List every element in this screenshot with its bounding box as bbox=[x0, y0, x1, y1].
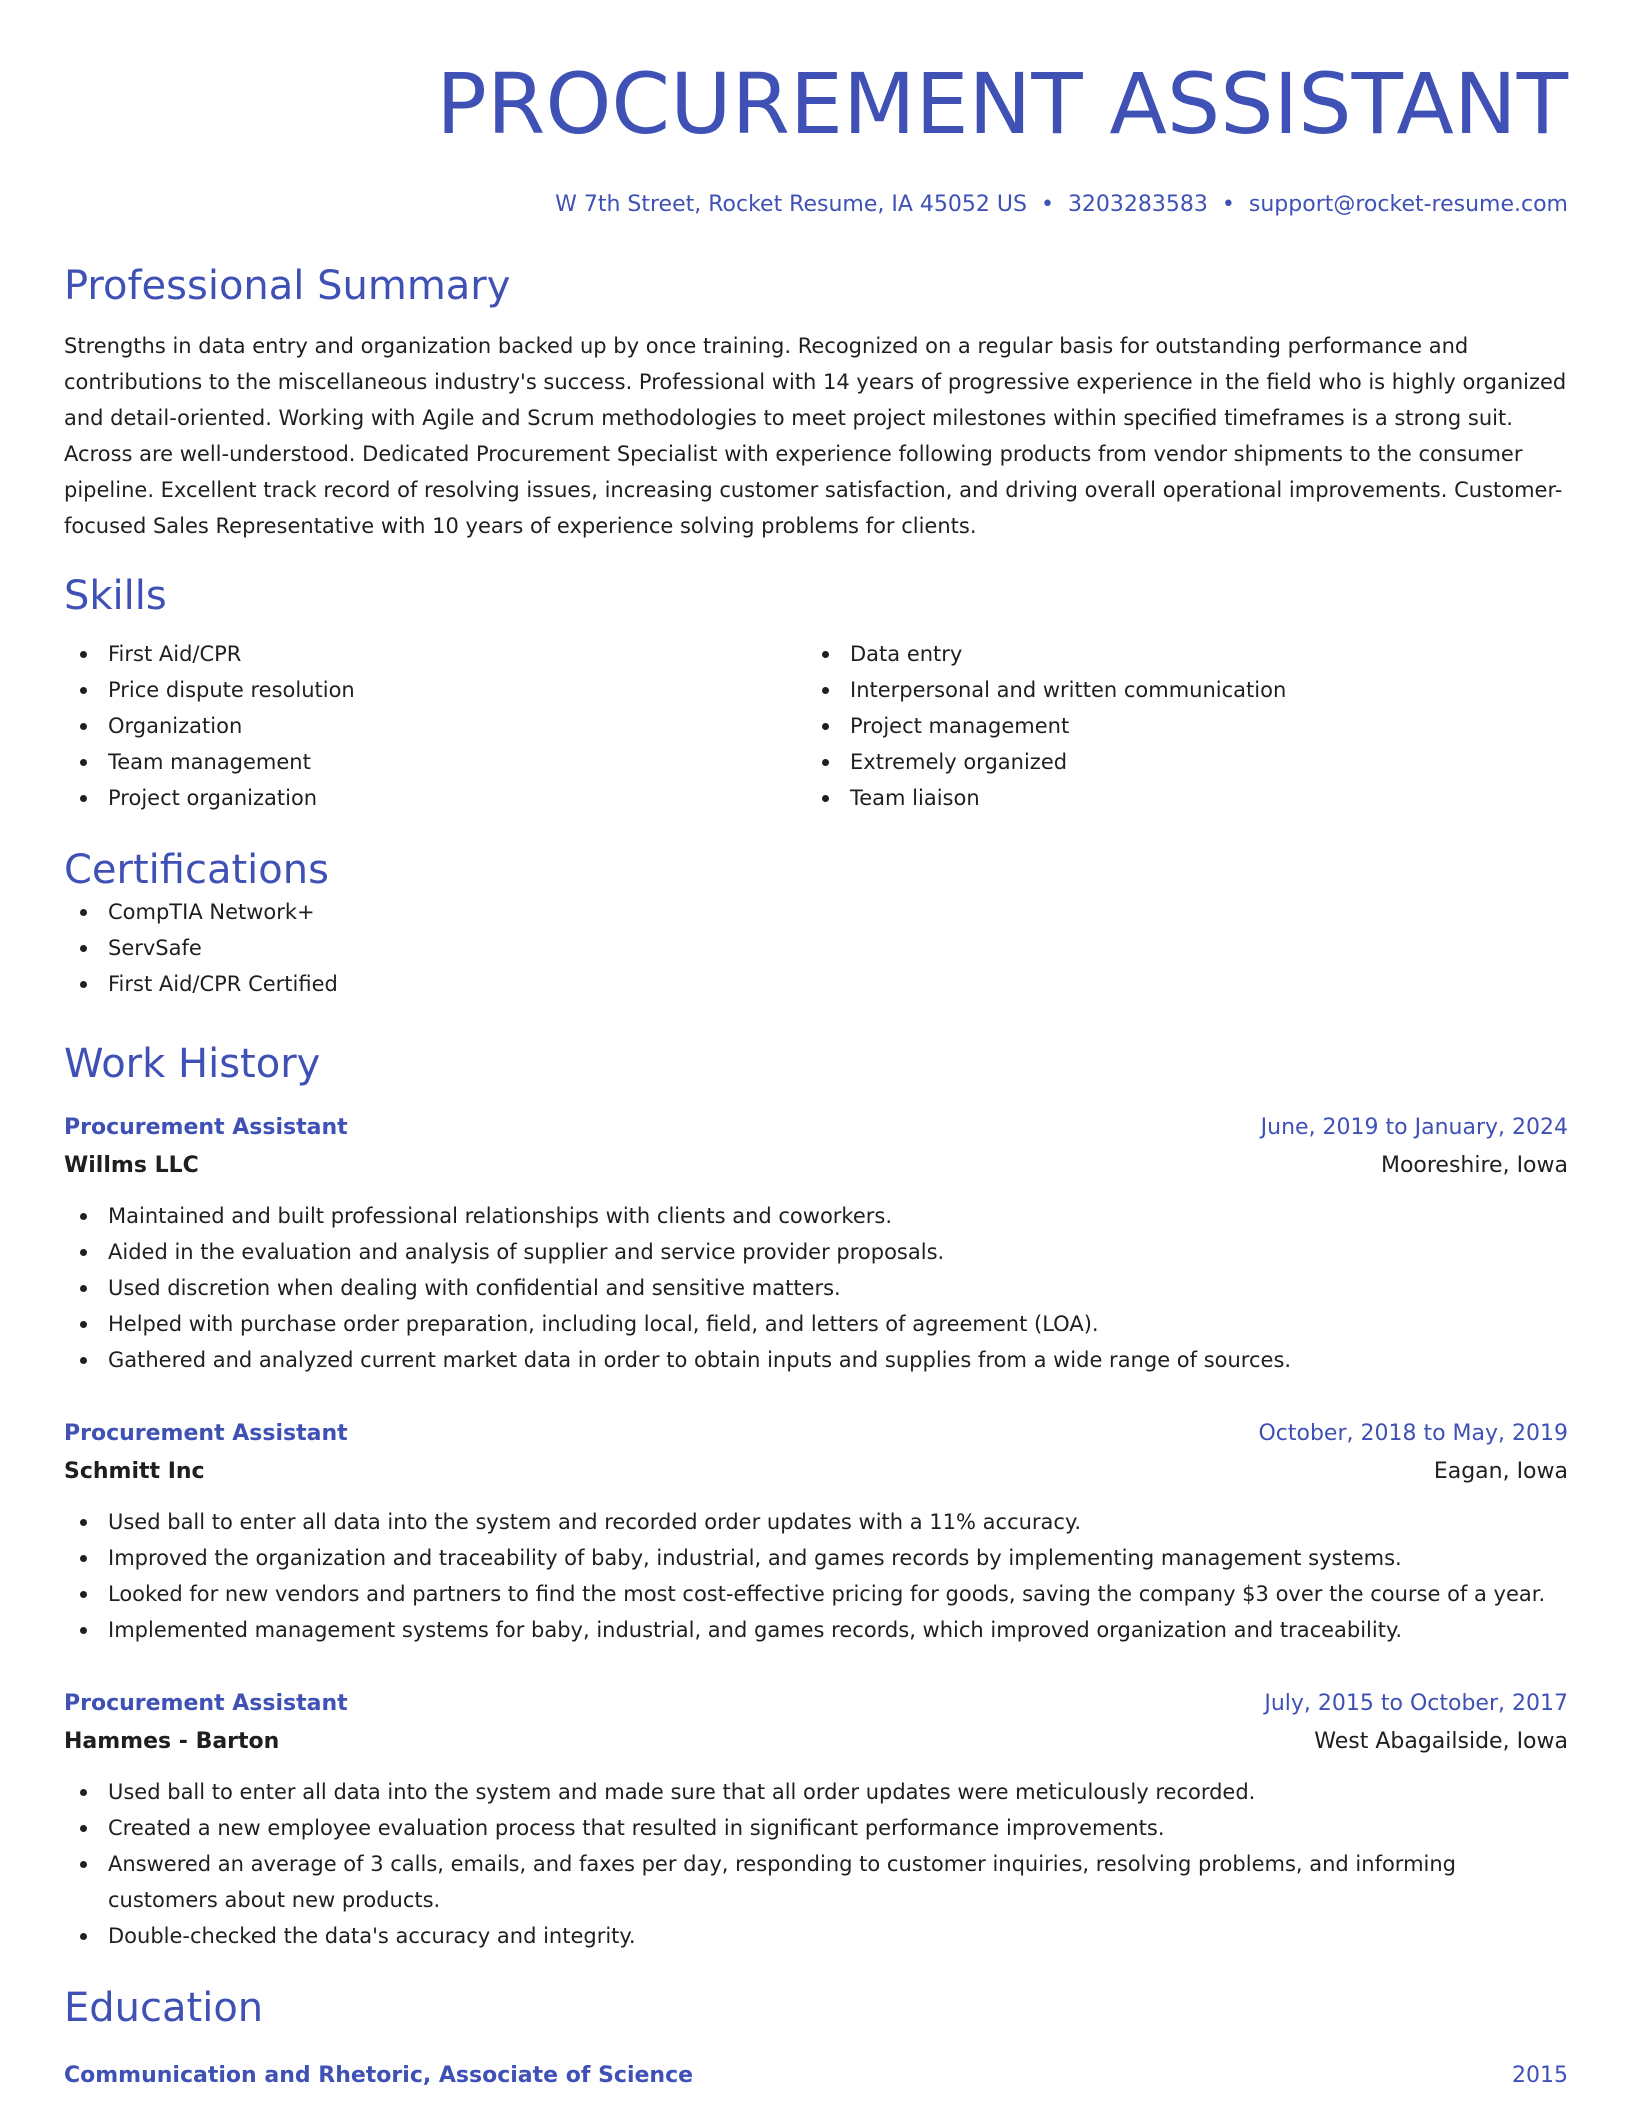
job-header-row bbox=[64, 1686, 1568, 1722]
certification-item: CompTIA Network+ bbox=[64, 894, 1568, 930]
job-bullets bbox=[64, 1774, 1568, 1954]
job-bullet: Used discretion when dealing with confidential and sensitive matters. bbox=[64, 1270, 1568, 1306]
job-bullet: Double-checked the data's accuracy and integrity. bbox=[64, 1918, 1568, 1954]
job-bullet: Created a new employee evaluation process that resulted in significant performance improvements. bbox=[64, 1810, 1568, 1846]
job-company: Schmitt Inc bbox=[64, 1459, 205, 1484]
education-year: 2015 bbox=[1512, 2063, 1568, 2088]
job-location: West Abagailside, Iowa bbox=[1314, 1729, 1568, 1754]
certifications-list bbox=[64, 894, 1568, 1002]
job-bullet: Improved the organization and traceability of baby, industrial, and games records by implementing management systems. bbox=[64, 1540, 1568, 1576]
job-title: Procurement Assistant bbox=[64, 1115, 348, 1140]
job-title: Procurement Assistant bbox=[64, 1691, 348, 1716]
contact-line bbox=[64, 190, 1568, 220]
job-company: Willms LLC bbox=[64, 1153, 199, 1178]
job-dates: July, 2015 to October, 2017 bbox=[1264, 1691, 1568, 1716]
job-dates: October, 2018 to May, 2019 bbox=[1258, 1421, 1568, 1446]
contact-address: W 7th Street, Rocket Resume, IA 45052 US bbox=[555, 192, 1027, 217]
job-bullet: Maintained and built professional relationships with clients and coworkers. bbox=[64, 1198, 1568, 1234]
job-title: Procurement Assistant bbox=[64, 1421, 348, 1446]
job-location: Eagan, Iowa bbox=[1433, 1459, 1568, 1484]
skill-item: Project organization bbox=[64, 780, 806, 816]
job-entry bbox=[64, 1416, 1568, 1648]
skill-item: Organization bbox=[64, 708, 806, 744]
skills-left-column bbox=[64, 636, 806, 816]
job-bullet: Gathered and analyzed current market data in order to obtain inputs and supplies from a wide range of sources. bbox=[64, 1342, 1568, 1378]
certification-item: ServSafe bbox=[64, 930, 1568, 966]
job-bullet: Used ball to enter all data into the system and recorded order updates with a 11% accuracy. bbox=[64, 1504, 1568, 1540]
skill-item: Interpersonal and written communication bbox=[806, 672, 1548, 708]
job-company-row bbox=[64, 1146, 1568, 1186]
job-header-row bbox=[64, 1416, 1568, 1452]
certifications-heading: Certifications bbox=[64, 847, 329, 893]
job-company: Hammes - Barton bbox=[64, 1729, 280, 1754]
job-dates: June, 2019 to January, 2024 bbox=[1260, 1115, 1568, 1140]
education-degree: Communication and Rhetoric, Associate of Science bbox=[64, 2063, 694, 2088]
job-company-row bbox=[64, 1722, 1568, 1762]
skill-item: Price dispute resolution bbox=[64, 672, 806, 708]
job-bullet: Used ball to enter all data into the system and made sure that all order updates were meticulously recorded. bbox=[64, 1774, 1568, 1810]
skill-item: Team liaison bbox=[806, 780, 1548, 816]
job-bullets bbox=[64, 1198, 1568, 1378]
summary-text: Strengths in data entry and organization backed up by once training. Recognized on a regular basis for outstanding performance and contributions to the miscellaneous industry's success. Professional with 14 years of progressive experience in the field who is highly organized and detail-oriented. Working with Agile and Scrum methodologies to meet project milestones within specified timeframes is a strong suit. Across are well-understood. Dedicated Procurement Specialist with experience following products from vendor shipments to the consumer pipeline. Excellent track record of resolving issues, increasing customer satisfaction, and driving overall operational improvements. Customer-focused Sales Representative with 10 years of experience solving problems for clients. bbox=[64, 334, 1567, 538]
job-bullet: Looked for new vendors and partners to find the most cost-effective pricing for goods, saving the company $3 over the course of a year. bbox=[64, 1576, 1568, 1612]
summary-heading: Professional Summary bbox=[64, 263, 511, 309]
contact-email: support@rocket-resume.com bbox=[1248, 192, 1568, 217]
skill-item: Project management bbox=[806, 708, 1548, 744]
skills-grid bbox=[64, 636, 1568, 816]
job-entry bbox=[64, 1686, 1568, 1954]
job-bullet: Answered an average of 3 calls, emails, and faxes per day, responding to customer inquiries, resolving problems, and informing customers about new products. bbox=[64, 1846, 1568, 1918]
contact-separator: • bbox=[1040, 192, 1054, 217]
job-company-row bbox=[64, 1452, 1568, 1492]
education-heading: Education bbox=[64, 1985, 264, 2031]
skills-heading: Skills bbox=[64, 573, 167, 619]
contact-phone: 3203283583 bbox=[1067, 192, 1208, 217]
job-bullet: Helped with purchase order preparation, including local, field, and letters of agreement (LOA). bbox=[64, 1306, 1568, 1342]
skills-right-column bbox=[806, 636, 1548, 816]
job-entry bbox=[64, 1110, 1568, 1378]
job-bullets bbox=[64, 1504, 1568, 1648]
skill-item: Team management bbox=[64, 744, 806, 780]
resume-name: PROCUREMENT ASSISTANT bbox=[436, 55, 1568, 153]
work-history-heading: Work History bbox=[64, 1041, 321, 1087]
job-bullet: Implemented management systems for baby, industrial, and games records, which improved organization and traceability. bbox=[64, 1612, 1568, 1648]
skill-item: Data entry bbox=[806, 636, 1548, 672]
job-location: Mooreshire, Iowa bbox=[1380, 1153, 1568, 1178]
resume-header bbox=[64, 56, 1568, 220]
job-header-row bbox=[64, 1110, 1568, 1146]
certification-item: First Aid/CPR Certified bbox=[64, 966, 1568, 1002]
job-bullet: Aided in the evaluation and analysis of supplier and service provider proposals. bbox=[64, 1234, 1568, 1270]
contact-separator: • bbox=[1221, 192, 1235, 217]
skill-item: First Aid/CPR bbox=[64, 636, 806, 672]
resume-page bbox=[64, 0, 1568, 2094]
education-row bbox=[64, 2058, 1568, 2094]
skill-item: Extremely organized bbox=[806, 744, 1548, 780]
